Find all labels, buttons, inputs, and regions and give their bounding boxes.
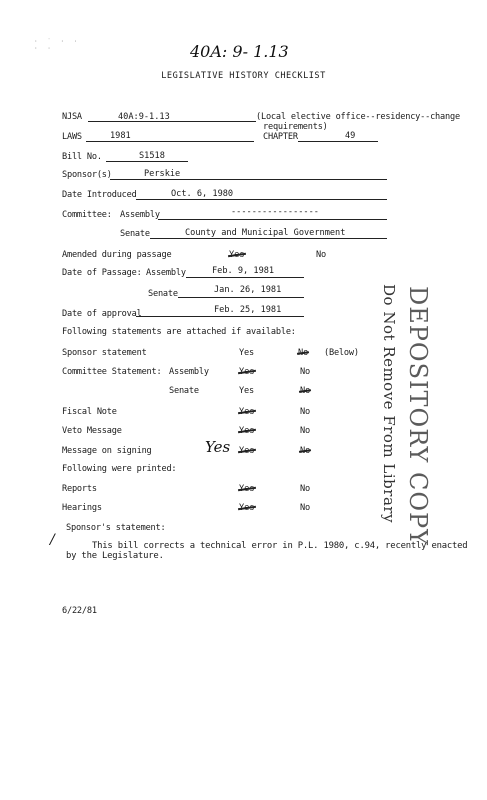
reports-yes-struck: Yes	[239, 484, 255, 494]
signing-handwritten-yes: Yes	[205, 438, 231, 456]
stamp-line1: Do Not Remove From Library	[380, 284, 398, 524]
committee-senate-no-struck: No	[300, 386, 311, 396]
sponsor-label: Sponsor(s)	[62, 170, 112, 180]
handwritten-statute-number: 40A: 9- 1.13	[190, 42, 289, 61]
margin-mark: /	[50, 532, 55, 548]
sponsor-statement-yes: Yes	[239, 348, 254, 358]
signing-message-label: Message on signing	[62, 446, 152, 456]
committee-assembly-yes-struck: Yes	[239, 367, 255, 377]
passage-senate-label: Senate	[148, 289, 178, 299]
depository-stamp	[352, 282, 472, 547]
printed-heading: Following were printed:	[62, 464, 177, 474]
amended-yes-struck: Yes	[229, 250, 245, 260]
committee-senate-label: Senate	[120, 229, 150, 239]
amended-label: Amended during passage	[62, 250, 172, 260]
sponsor-underline	[110, 179, 387, 180]
committee-assembly-label: Assembly	[120, 210, 160, 220]
sponsor-statement-label: Sponsor statement	[62, 348, 147, 358]
sponsor-statement-note: (Below)	[324, 348, 359, 358]
sponsor-statement-line2: by the Legislature.	[66, 551, 164, 561]
fiscal-no: No	[300, 407, 310, 417]
reports-no: No	[300, 484, 310, 494]
introduced-value: Oct. 6, 1980	[171, 189, 234, 199]
reports-label: Reports	[62, 484, 97, 494]
njsa-underline	[88, 121, 256, 122]
approval-label: Date of approval	[62, 309, 142, 319]
fiscal-yes-struck: Yes	[239, 407, 255, 417]
veto-message-label: Veto Message	[62, 426, 122, 436]
njsa-label: NJSA	[62, 112, 82, 122]
committee-senate-underline	[150, 238, 387, 239]
hearings-label: Hearings	[62, 503, 102, 513]
hearings-no: No	[300, 503, 310, 513]
committee-senate-value: County and Municipal Government	[185, 228, 346, 238]
sponsor-statement-no-struck: No	[298, 348, 309, 358]
laws-underline	[86, 141, 254, 142]
footer-date-code: 6/22/81	[62, 606, 97, 616]
committee-assembly-value: -----------------	[231, 207, 319, 217]
passage-assembly-underline	[186, 277, 304, 278]
passage-assembly-value: Feb. 9, 1981	[212, 266, 275, 276]
veto-no: No	[300, 426, 310, 436]
signing-no-struck: No	[300, 446, 311, 456]
laws-value: 1981	[110, 131, 131, 141]
passage-senate-value: Jan. 26, 1981	[214, 285, 282, 295]
introduced-label: Date Introduced	[62, 190, 137, 200]
bill-value: S1518	[139, 151, 165, 161]
njsa-note-line2: requirements)	[263, 122, 328, 132]
introduced-underline	[136, 199, 387, 200]
signing-yes-struck: Yes	[239, 446, 255, 456]
approval-underline	[136, 316, 304, 317]
passage-assembly-label: Assembly	[146, 268, 186, 278]
committee-label: Committee:	[62, 210, 112, 220]
page-title: LEGISLATIVE HISTORY CHECKLIST	[161, 71, 326, 81]
passage-label: Date of Passage:	[62, 268, 142, 278]
chapter-value: 49	[345, 131, 356, 141]
veto-yes-struck: Yes	[239, 426, 255, 436]
passage-senate-underline	[178, 297, 304, 298]
njsa-value: 40A:9-1.13	[118, 112, 170, 122]
sponsor-value: Perskie	[144, 169, 181, 179]
approval-value: Feb. 25, 1981	[214, 305, 282, 315]
committee-senate-yes: Yes	[239, 386, 254, 396]
hearings-yes-struck: Yes	[239, 503, 255, 513]
laws-label: LAWS	[62, 132, 82, 142]
committee-statement-assembly-label: Assembly	[169, 367, 209, 377]
committee-statement-senate-label: Senate	[169, 386, 199, 396]
bill-underline	[106, 161, 188, 162]
statements-heading: Following statements are attached if available:	[62, 327, 296, 337]
amended-no: No	[316, 250, 326, 260]
bill-label: Bill No.	[62, 152, 102, 162]
chapter-underline	[298, 141, 378, 142]
committee-statement-label: Committee Statement:	[62, 367, 162, 377]
committee-assembly-underline	[158, 219, 387, 220]
sponsor-statement-heading: Sponsor's statement:	[66, 523, 166, 533]
njsa-note-line1: (Local elective office--residency--change	[256, 112, 460, 122]
sponsor-statement-line1: This bill corrects a technical error in P.L. 1980, c.94, recently enacted	[92, 541, 468, 551]
scan-specks: · ˙ · · · ·	[34, 38, 81, 52]
stamp-line2: DEPOSITORY COPY	[404, 286, 432, 547]
committee-assembly-no: No	[300, 367, 310, 377]
fiscal-note-label: Fiscal Note	[62, 407, 117, 417]
chapter-label: CHAPTER	[263, 132, 298, 142]
